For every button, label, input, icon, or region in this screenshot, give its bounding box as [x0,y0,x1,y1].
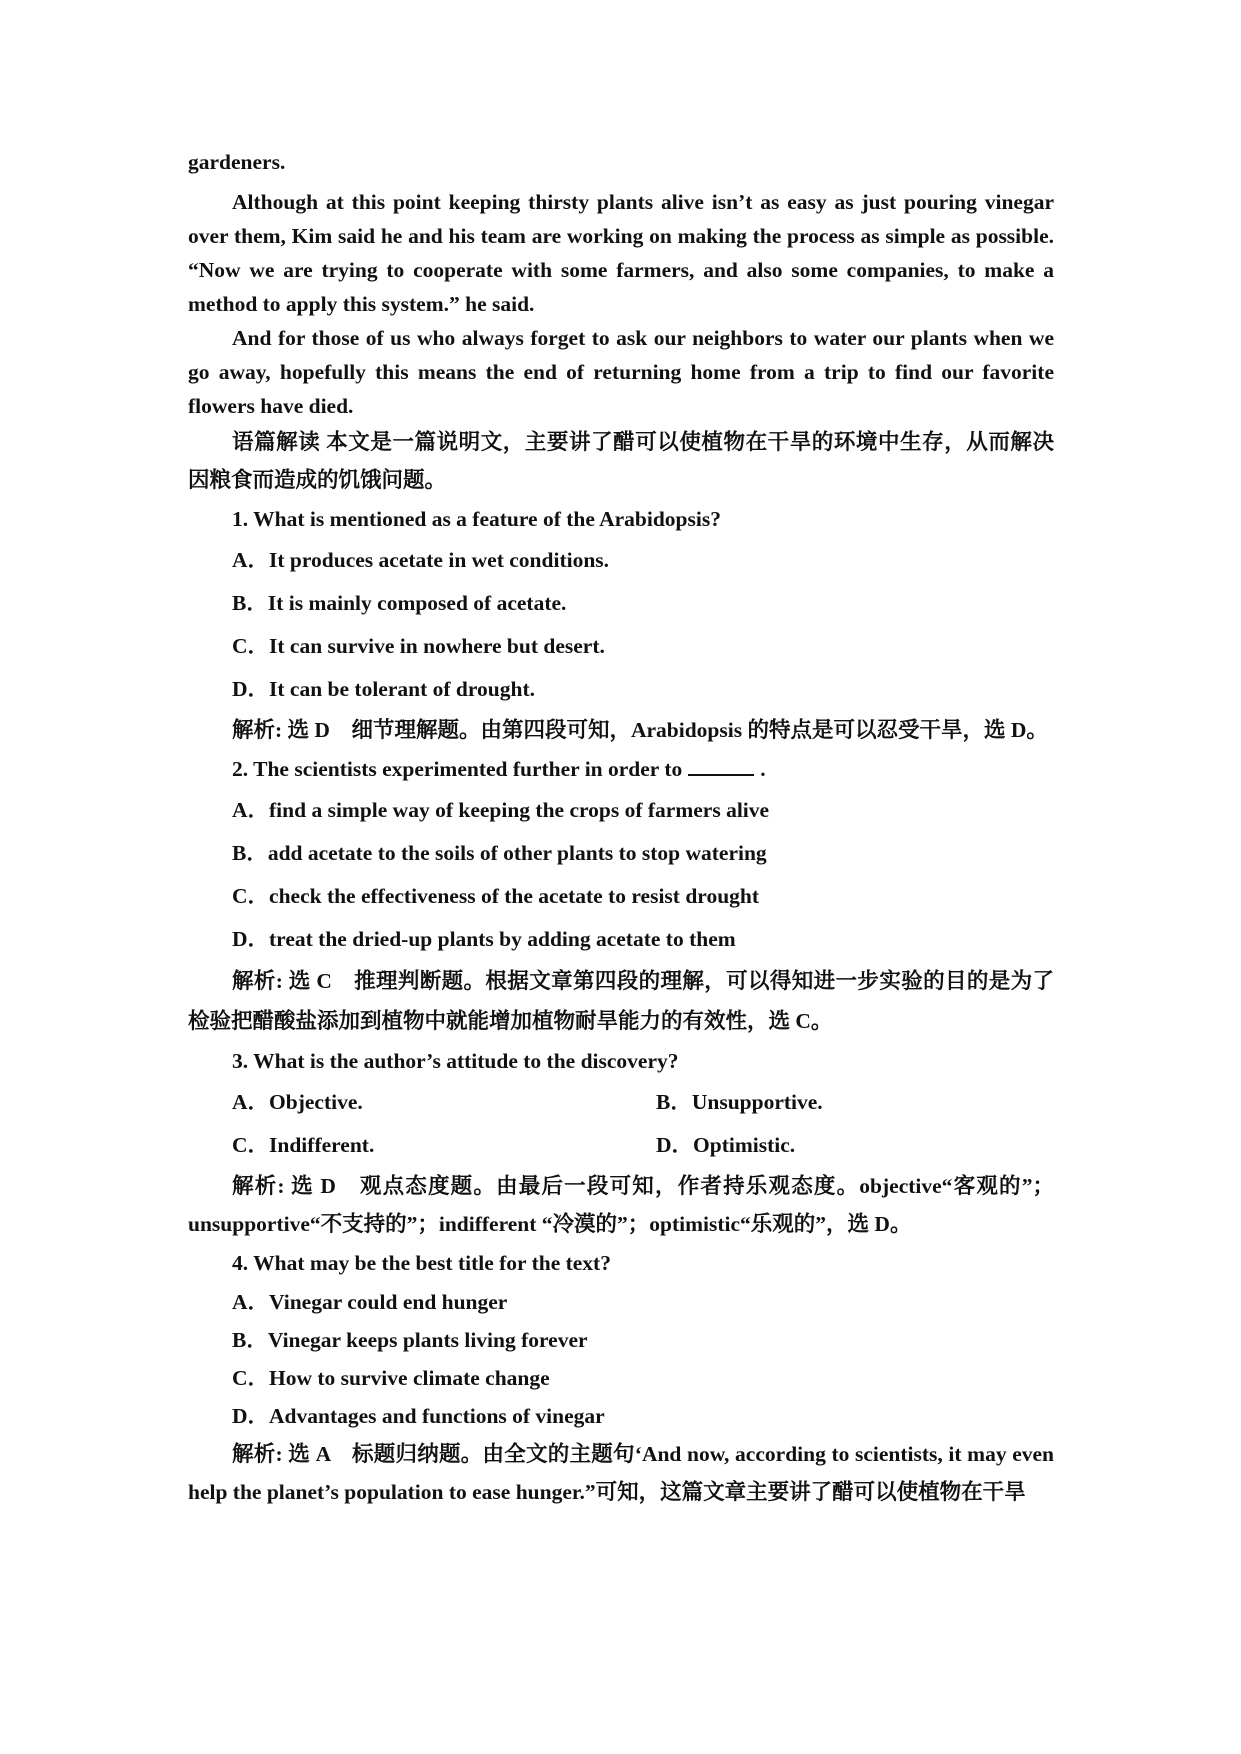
passage-analysis [188,423,1054,499]
question-stem-text: 2. The scientists experimented further in order to [232,757,683,781]
option-a: A．find a simple way of keeping the crops of farmers alive [232,798,770,822]
question-stem-end: . [760,757,766,781]
option-d: D．It can be tolerant of drought. [232,677,535,701]
question-2 [188,749,1054,1041]
option-b: B．add acetate to the soils of other plants to stop watering [232,841,767,865]
explanation-label: 解析: [232,1442,283,1466]
explanation-label: 解析: [232,1174,285,1198]
explanation-label: 解析: [232,969,283,993]
option-c: C．Indifferent. [232,1133,375,1157]
option-b: B．It is mainly composed of acetate. [232,591,567,615]
option-d: D．Optimistic. [656,1133,796,1157]
question-explanation [188,711,1054,749]
question-3 [188,1041,1054,1243]
question-stem: 4. What may be the best title for the text? [232,1251,611,1275]
option-d: D．Advantages and functions of vinegar [232,1404,605,1428]
question-4 [188,1243,1054,1511]
explanation-text: 选 A 标题归纳题。由全文的主题句‘And now, according to scientists, it may even help the planet’s population to ease hunger.”可知，这篇文章主要讲了醋可以使植物在干旱 [188,1442,1054,1504]
explanation-text: 选 D 观点态度题。由最后一段可知，作者持乐观态度。objective“客观的”；unsupportive“不支持的”；indifferent “冷漠的”；optimistic“乐观的”，选 D。 [188,1174,1054,1236]
option-c: C．How to survive climate change [232,1366,550,1390]
explanation-text: 选 C 推理判断题。根据文章第四段的理解，可以得知进一步实验的目的是为了检验把醋酸盐添加到植物中就能增加植物耐旱能力的有效性，选 C。 [188,969,1054,1033]
passage-paragraph-2: And for those of us who always forget to ask our neighbors to water our plants when we go away, hopefully this means the end of returning home from a trip to find our favorite flowers have died. [188,326,1054,418]
option-c: C．check the effectiveness of the acetate to resist drought [232,884,760,908]
option-d: D．treat the dried-up plants by adding acetate to them [232,927,736,951]
question-stem: 1. What is mentioned as a feature of the Arabidopsis? [232,507,721,531]
options-row-1 [188,1081,1054,1124]
option-b: B．Vinegar keeps plants living forever [232,1328,588,1352]
question-stem [188,749,1054,789]
option-b: B．Unsupportive. [656,1090,823,1114]
option-a: A．It produces acetate in wet conditions. [232,548,610,572]
option-a: A．Vinegar could end hunger [232,1290,508,1314]
options-row-2 [188,1124,1054,1167]
question-explanation [188,961,1054,1041]
question-explanation [188,1167,1054,1243]
analysis-text: 本文是一篇说明文，主要讲了醋可以使植物在干旱的环境中生存，从而解决因粮食而造成的饥饿问题。 [188,430,1054,492]
option-a: A．Objective. [232,1090,363,1114]
analysis-label: 语篇解读 [232,430,321,454]
passage-paragraph-0: gardeners. [188,150,286,174]
question-explanation [188,1435,1054,1511]
question-stem: 3. What is the author’s attitude to the discovery? [232,1049,679,1073]
answer-blank [688,756,754,776]
explanation-text: 选 D 细节理解题。由第四段可知，Arabidopsis 的特点是可以忍受干旱，选 D。 [282,718,1048,742]
passage-paragraph-1: Although at this point keeping thirsty plants alive isn’t as easy as just pouring vinegar over them, Kim said he and his team are working on making the process as simple as possible. “Now we are trying to cooperate with some farmers, and also some companies, to make a method to apply this system.” he said. [188,190,1054,316]
document-body [188,143,1054,1511]
explanation-label: 解析: [232,718,283,742]
question-1 [188,499,1054,749]
option-c: C．It can survive in nowhere but desert. [232,634,605,658]
